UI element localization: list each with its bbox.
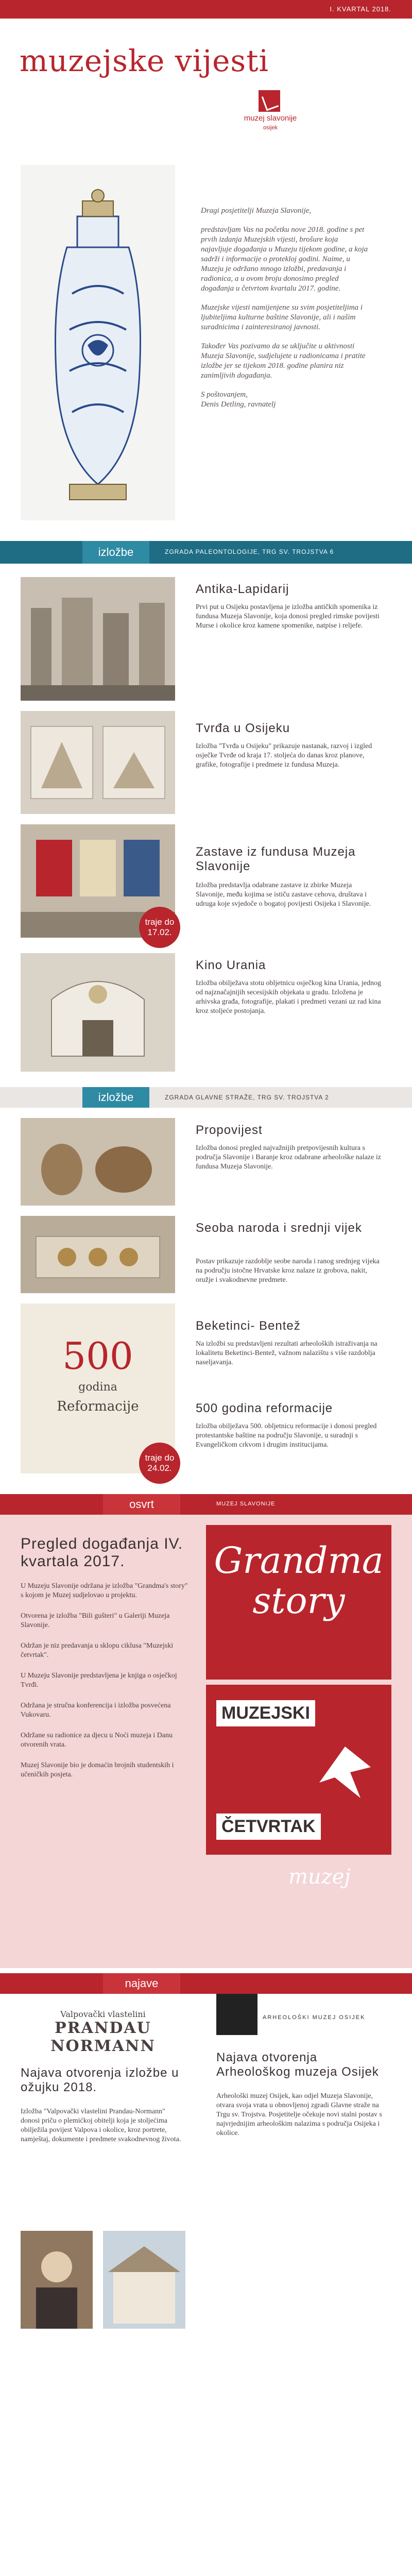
seoba-title: Seoba naroda i srednji vijek bbox=[196, 1221, 362, 1235]
muzej-script: muzej bbox=[288, 1865, 351, 1889]
arheo-text: Arheološki muzej Osijek, kao odjel Muzeja Slavonije, otvara svoja vrata u obnovljenoj zgradi Glavne straže na Trgu sv. Trojstva. Posjetitelje očekuje novi stalni postav s najvrjednijim arheološkim nalazima s područja Osijeka i okolice. bbox=[216, 2092, 382, 2137]
prandau-photo-2 bbox=[103, 2231, 185, 2329]
pregled-item: U Muzeju Slavonije predstavljena je knjiga o osječkoj Tvrđi. bbox=[21, 1672, 177, 1689]
propovijest-text: Izložba donosi pregled najvažnijih pretpovijesnih kultura s područja Slavonije i Baranje kroz odabrane arheološke nalaze iz fundusa Muzeja Slavonije. bbox=[196, 1144, 381, 1171]
migration-illustration bbox=[21, 1216, 175, 1293]
pregled-item: Održane su radionice za djecu u Noći muzeja i Danu otvorenih vrata. bbox=[21, 1732, 173, 1749]
beketinci-title: Beketinci- Bentež bbox=[196, 1319, 301, 1333]
intro-paragraph: Također Vas pozivamo da se uključite u aktivnosti Muzeja Slavonije, sudjelujete u radionicama i pratite izložbe jer se tijekom 2018. godine planira niz zanimljivih događanja. bbox=[201, 342, 366, 380]
seoba-text: Postav prikazuje razdoblje seobe naroda i ranog srednjeg vijeka na području istočne Hrvatske kroz nalaze iz grobova, nakit, oružje i svakodnevne predmete. bbox=[196, 1258, 380, 1284]
section-izlozbe-location: ZGRADA GLAVNE STRAŽE, TRG SV. TROJSTVA 2 bbox=[165, 1094, 329, 1101]
portrait-illustration bbox=[21, 2231, 93, 2329]
kino-title: Kino Urania bbox=[196, 958, 266, 972]
pregled-item: Održana je stručna konferencija i izložba posvećena Vukovaru. bbox=[21, 1702, 171, 1719]
arheo-title: Najava otvorenja Arheološkog muzeja Osijek bbox=[216, 2050, 379, 2079]
reformacija-poster-number: 500 bbox=[62, 1334, 133, 1378]
prandau-logo-main: PRANDAU NORMANN bbox=[50, 2019, 156, 2055]
antika-text: Prvi put u Osijeku postavljena je izložba antičkih spomenika iz fundusa Muzeja Slavonije, koja donosi pregled rimske povijesti Murse i okolice kroz kamene spomenike, natpise i reljefe. bbox=[196, 603, 380, 630]
intro-paragraph: Dragi posjetitelji Muzeja Slavonije, bbox=[201, 207, 312, 215]
museum-logo-city: osijek bbox=[263, 125, 278, 131]
prandau-logo bbox=[31, 2009, 175, 2055]
pregled-item: Muzej Slavonije bio je domaćin brojnih studentskih i učeničkih posjeta. bbox=[21, 1761, 174, 1778]
museum-logo-text: muzej slavonije bbox=[244, 114, 297, 123]
grandma-poster-title: Grandma story bbox=[214, 1539, 384, 1622]
antika-title: Antika-Lapidarij bbox=[196, 582, 289, 596]
intro-paragraph: predstavljam Vas na početku nove 2018. godine s pet prvih izdanja Muzejskih vijesti, brošure koja najavljuje događanja u Muzeju tijekom godine, a koja sadrži i informacije o protekloj godini. Naime, u Muzeju je održano mnogo izložbi, predavanja i radionica, a u ovom broju donosimo pregled događanja u četvrtom kvartalu 2017. godine. bbox=[201, 226, 368, 293]
tvrda-illustration bbox=[21, 711, 175, 814]
reformacija-badge-text: traje do 24.02. bbox=[145, 1453, 175, 1473]
bird-icon bbox=[314, 1736, 376, 1803]
prandau-photo-1 bbox=[21, 2231, 93, 2329]
section-najave-label: najave bbox=[103, 1973, 180, 1994]
tvrda-title: Tvrđa u Osijeku bbox=[196, 721, 290, 735]
zastave-text: Izložba predstavlja odabrane zastave iz zbirke Muzeja Slavonije, među kojima se ističu zastave cehova, društava i udruga koje svjedoče o bogatoj povijesti Osijeka i Slavonije. bbox=[196, 882, 371, 908]
zastave-date-badge bbox=[139, 907, 180, 948]
museum-logo bbox=[227, 90, 314, 131]
arheo-logo-text: ARHEOLOŠKI MUZEJ OSIJEK bbox=[263, 2014, 366, 2021]
issue-label: I. KVARTAL 2018. bbox=[330, 5, 391, 13]
beketinci-text: Na izložbi su predstavljeni rezultati arheoloških istraživanja na lokalitetu Beketinci-Bentež, važnom nalazištu s više razdoblja naseljavanja. bbox=[196, 1340, 377, 1366]
zastave-badge-text: traje do 17.02. bbox=[145, 917, 175, 937]
reformacija-poster-word: godina bbox=[78, 1381, 117, 1394]
vase-photo bbox=[21, 165, 175, 520]
tvrda-text: Izložba "Tvrđa u Osijeku" prikazuje nastanak, razvoj i izgled osječke Tvrđe od kraja 17. stoljeća do danas kroz planove, grafike, fotografije i predmete iz fundusa Muzeja. bbox=[196, 742, 372, 769]
section-izlozbe-1 bbox=[0, 541, 412, 564]
seoba-photo bbox=[21, 1216, 175, 1293]
pregled-item: U Muzeju Slavonije održana je izložba "Grandma's story" s kojom je Muzej sudjelovao u projektu. bbox=[21, 1582, 188, 1599]
cetvrtak-poster-word: ČETVRTAK bbox=[216, 1814, 321, 1840]
arheo-logo-mark bbox=[216, 1994, 258, 2035]
newsletter-title: muzejske vijesti bbox=[19, 43, 269, 78]
muzejski-poster-word: MUZEJSKI bbox=[216, 1700, 315, 1726]
intro-text bbox=[201, 206, 371, 419]
grandma-poster bbox=[206, 1525, 391, 1680]
reformacija-text: Izložba obilježava 500. obljetnicu reformacije i donosi pregled protestantske baštine na području Slavonije, u suradnji s Evangeličkom crkvom i drugim institucijama. bbox=[196, 1422, 377, 1449]
cinema-illustration bbox=[21, 953, 175, 1072]
prandau-title: Najava otvorenja izložbe u ožujku 2018. bbox=[21, 2066, 179, 2094]
pregled-list bbox=[21, 1582, 191, 1791]
propovijest-photo bbox=[21, 1118, 175, 1206]
muzejski-poster bbox=[206, 1685, 391, 1855]
section-izlozbe-label: izložbe bbox=[82, 1087, 149, 1108]
reformacija-title: 500 godina reformacije bbox=[196, 1401, 333, 1415]
zastave-title: Zastave iz fundusa Muzeja Slavonije bbox=[196, 845, 356, 873]
reformacija-date-badge bbox=[139, 1443, 180, 1484]
vase-illustration bbox=[21, 165, 175, 520]
lapidarium-illustration bbox=[21, 577, 175, 701]
section-izlozbe-label: izložbe bbox=[82, 541, 149, 564]
section-najave-1 bbox=[0, 1973, 412, 1994]
section-osvrt-label: osvrt bbox=[103, 1494, 180, 1515]
reformacija-poster-sub: Reformacije bbox=[57, 1399, 139, 1414]
pregled-item: Održan je niz predavanja u sklopu ciklusa "Muzejski četvrtak". bbox=[21, 1642, 174, 1659]
prandau-text: Izložba "Valpovački vlastelini Prandau-Normann" donosi priču o plemićkoj obitelji koja je stoljećima obilježila povijest Valpova i okolice, kroz portrete, namještaj, dokumente i predmete svakodnevnog života. bbox=[21, 2108, 181, 2143]
kino-text: Izložba obilježava stotu obljetnicu osječkog kina Urania, jednog od najznačajnijih secesijskih objekata u gradu. Izložena je arhivska građa, fotografije, plakati i predmeti vezani uz rad kina kroz stoljeće postojanja. bbox=[196, 979, 381, 1015]
kino-photo bbox=[21, 953, 175, 1072]
section-izlozbe-location: ZGRADA PALEONTOLOGIJE, TRG SV. TROJSTVA 6 bbox=[165, 548, 334, 555]
museum-logo-mark bbox=[259, 90, 280, 112]
pregled-item: Otvorena je izložba "Bili gušteri" u Galeriji Muzeja Slavonije. bbox=[21, 1612, 170, 1629]
manor-illustration bbox=[103, 2231, 185, 2329]
propovijest-title: Propovijest bbox=[196, 1123, 263, 1137]
intro-signature: Denis Detling, ravnatelj bbox=[201, 400, 276, 409]
intro-paragraph: S poštovanjem, bbox=[201, 391, 248, 399]
prehistory-illustration bbox=[21, 1118, 175, 1206]
intro-paragraph: Muzejske vijesti namijenjene su svim posjetiteljima i ljubiteljima kulturne baštine Slavonije, ali i našim suradnicima i zainteresiranoj javnosti. bbox=[201, 303, 363, 331]
top-bar bbox=[0, 0, 412, 19]
tvrda-photo bbox=[21, 711, 175, 814]
section-izlozbe-2 bbox=[0, 1087, 412, 1108]
prandau-logo-top: Valpovački vlastelini bbox=[60, 2009, 146, 2019]
section-osvrt bbox=[0, 1494, 412, 1515]
antika-photo bbox=[21, 577, 175, 701]
pregled-title: Pregled događanja IV. kvartala 2017. bbox=[21, 1535, 183, 1570]
section-osvrt-location: MUZEJ SLAVONIJE bbox=[216, 1501, 276, 1507]
